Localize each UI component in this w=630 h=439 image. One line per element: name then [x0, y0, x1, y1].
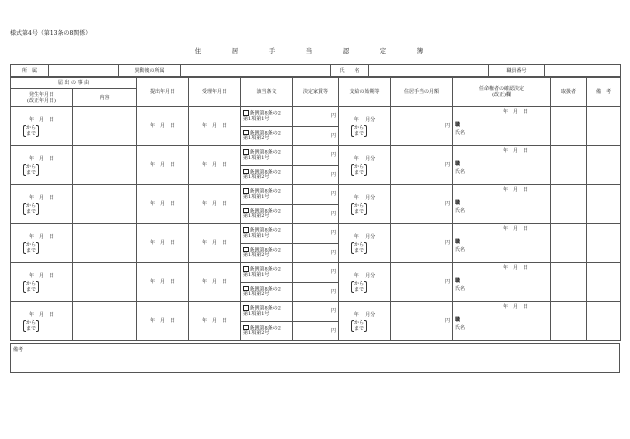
- staff-number-value[interactable]: [545, 65, 621, 77]
- acceptance-date-header: 受理年月日: [189, 78, 241, 107]
- article-checkbox[interactable]: [243, 149, 249, 155]
- confirmation-cell[interactable]: [453, 302, 551, 341]
- payment-start-cell[interactable]: [339, 224, 391, 263]
- entry-row: [11, 146, 621, 166]
- remarks-cell[interactable]: [587, 263, 621, 302]
- payment-start-cell[interactable]: [339, 146, 391, 185]
- rent-cell-1[interactable]: 円: [293, 146, 339, 166]
- until-label: まで: [354, 208, 365, 215]
- from-label: から: [26, 241, 37, 248]
- payment-month-value: 年 月分: [353, 194, 376, 201]
- name-label: 氏名: [455, 130, 466, 136]
- until-label: まで: [354, 325, 365, 332]
- article-option-2[interactable]: [241, 204, 293, 224]
- monthly-amount-cell[interactable]: 円: [391, 263, 453, 302]
- revision-date-label: (改正年月日): [27, 97, 56, 104]
- until-label: まで: [26, 325, 37, 332]
- article-checkbox[interactable]: [243, 266, 249, 272]
- position-label: 職: [455, 200, 461, 206]
- monthly-amount-cell[interactable]: 円: [391, 302, 453, 341]
- monthly-amount-cell[interactable]: 円: [391, 224, 453, 263]
- submission-date-header: 提出年月日: [137, 78, 189, 107]
- submission-date-cell[interactable]: 年 月 日: [137, 107, 189, 146]
- content-header: 内容: [73, 89, 137, 107]
- position-label: 職: [455, 239, 461, 245]
- name-label: 氏 名: [331, 65, 369, 77]
- confirmation-date: 年 月 日: [503, 226, 529, 232]
- monthly-amount-cell[interactable]: 円: [391, 146, 453, 185]
- remarks-cell[interactable]: [587, 146, 621, 185]
- occurrence-date-cell[interactable]: [11, 107, 73, 146]
- until-label: まで: [26, 208, 37, 215]
- occurrence-date-cell[interactable]: [11, 224, 73, 263]
- article-option-1[interactable]: [241, 224, 293, 244]
- monthly-amount-cell[interactable]: 円: [391, 185, 453, 224]
- submission-date-cell[interactable]: 年 月 日: [137, 146, 189, 185]
- from-label: から: [354, 319, 365, 326]
- article-option-1[interactable]: [241, 302, 293, 322]
- acceptance-date-cell[interactable]: 年 月 日: [189, 107, 241, 146]
- payment-month-value: 年 月分: [353, 233, 376, 240]
- payment-month-value: 年 月分: [353, 272, 376, 279]
- handler-cell[interactable]: [551, 263, 587, 302]
- rent-cell-2[interactable]: 円: [293, 243, 339, 263]
- remarks-header: 備 考: [587, 78, 621, 107]
- article-checkbox[interactable]: [243, 305, 249, 311]
- article-option-1[interactable]: [241, 146, 293, 166]
- until-label: まで: [26, 247, 37, 254]
- content-cell[interactable]: [73, 146, 137, 185]
- rent-cell-2[interactable]: 円: [293, 165, 339, 185]
- article-1-line2: 第1項第1号: [243, 115, 270, 122]
- acceptance-date-cell[interactable]: 年 月 日: [189, 185, 241, 224]
- occurrence-date-value: 年 月 日: [28, 155, 54, 162]
- rent-cell-1[interactable]: 円: [293, 263, 339, 283]
- acceptance-date-cell[interactable]: 年 月 日: [189, 224, 241, 263]
- name-label: 氏名: [455, 325, 466, 331]
- article-1-line1: 条例第8条の2: [249, 305, 281, 312]
- handler-header: 取扱者: [551, 78, 587, 107]
- remarks-cell[interactable]: [587, 302, 621, 341]
- article-1-line2: 第1項第1号: [243, 271, 270, 278]
- from-label: から: [26, 124, 37, 131]
- name-label: 氏名: [455, 286, 466, 292]
- article-option-1[interactable]: [241, 263, 293, 283]
- monthly-amount-cell[interactable]: 円: [391, 107, 453, 146]
- article-2-line1: 条例第8条の2: [249, 168, 281, 175]
- position-label: 職: [455, 122, 461, 128]
- until-label: まで: [354, 247, 365, 254]
- new-affiliation-label: 異動後の所属: [119, 65, 181, 77]
- submission-date-cell[interactable]: 年 月 日: [137, 263, 189, 302]
- until-label: まで: [26, 130, 37, 137]
- article-1-line2: 第1項第1号: [243, 232, 270, 239]
- period-range: [11, 320, 72, 332]
- rent-cell-2[interactable]: 円: [293, 282, 339, 302]
- occurrence-date-value: 年 月 日: [28, 272, 54, 279]
- occurrence-date-cell[interactable]: [11, 302, 73, 341]
- confirmation-cell[interactable]: [453, 107, 551, 146]
- from-label: から: [26, 202, 37, 209]
- submission-date-cell[interactable]: 年 月 日: [137, 185, 189, 224]
- confirmation-cell[interactable]: [453, 146, 551, 185]
- occurrence-date-value: 年 月 日: [28, 116, 54, 123]
- rent-header: 決定家賃等: [293, 78, 339, 107]
- position-label: 職: [455, 278, 461, 284]
- from-label: から: [26, 163, 37, 170]
- rent-cell-1[interactable]: 円: [293, 224, 339, 244]
- period-range: [11, 125, 72, 137]
- confirmation-date: 年 月 日: [503, 304, 529, 310]
- handler-cell[interactable]: [551, 185, 587, 224]
- article-1-line1: 条例第8条の2: [249, 110, 281, 117]
- payment-month-value: 年 月分: [353, 311, 376, 318]
- handler-cell[interactable]: [551, 146, 587, 185]
- article-2-line2: 第1項第2号: [243, 174, 270, 181]
- article-1-line2: 第1項第1号: [243, 310, 270, 317]
- from-label: から: [354, 202, 365, 209]
- occurrence-date-cell[interactable]: [11, 146, 73, 185]
- article-1-line2: 第1項第1号: [243, 154, 270, 161]
- allowance-table: [10, 77, 621, 341]
- from-label: から: [354, 241, 365, 248]
- content-cell[interactable]: [73, 263, 137, 302]
- document-title: 住 居 手 当 認 定 簿: [194, 47, 436, 55]
- article-option-1[interactable]: [241, 107, 293, 127]
- acceptance-date-cell[interactable]: 年 月 日: [189, 146, 241, 185]
- content-cell[interactable]: [73, 185, 137, 224]
- article-2-line1: 条例第8条の2: [249, 324, 281, 331]
- monthly-amount-header: 住居手当の月額: [391, 78, 453, 107]
- article-option-2[interactable]: [241, 126, 293, 146]
- acceptance-date-cell[interactable]: 年 月 日: [189, 263, 241, 302]
- entry-row: [11, 302, 621, 322]
- payment-month-value: 年 月分: [353, 116, 376, 123]
- article-1-line2: 第1項第1号: [243, 193, 270, 200]
- payment-month-value: 年 月分: [353, 155, 376, 162]
- remarks-cell[interactable]: [587, 107, 621, 146]
- rent-cell-2[interactable]: 円: [293, 204, 339, 224]
- entry-row: [11, 263, 621, 283]
- article-option-2[interactable]: [241, 243, 293, 263]
- name-label: 氏名: [455, 169, 466, 175]
- entry-row: [11, 224, 621, 244]
- payment-range: [339, 164, 390, 176]
- new-affiliation-value[interactable]: [181, 65, 331, 77]
- submission-date-cell[interactable]: 年 月 日: [137, 224, 189, 263]
- article-1-line1: 条例第8条の2: [249, 188, 281, 195]
- handler-cell[interactable]: [551, 107, 587, 146]
- until-label: まで: [354, 130, 365, 137]
- occurrence-date-header: [11, 89, 73, 107]
- article-2-line2: 第1項第2号: [243, 135, 270, 142]
- acceptance-date-cell[interactable]: 年 月 日: [189, 302, 241, 341]
- entry-row: [11, 185, 621, 205]
- occurrence-date-value: 年 月 日: [28, 311, 54, 318]
- handler-cell[interactable]: [551, 302, 587, 341]
- confirmation-cell[interactable]: [453, 263, 551, 302]
- article-checkbox[interactable]: [243, 110, 249, 116]
- payment-start-cell[interactable]: [339, 107, 391, 146]
- from-label: から: [26, 280, 37, 287]
- name-value[interactable]: [369, 65, 489, 77]
- payment-range: [339, 242, 390, 254]
- confirmation-cell[interactable]: [453, 224, 551, 263]
- period-range: [11, 281, 72, 293]
- payment-range: [339, 125, 390, 137]
- confirmation-header-sub: (改正)欄: [492, 92, 511, 98]
- confirmation-date: 年 月 日: [503, 148, 529, 154]
- article-2-line2: 第1項第2号: [243, 213, 270, 220]
- confirmation-cell[interactable]: [453, 185, 551, 224]
- confirmation-date: 年 月 日: [503, 109, 529, 115]
- footer-remarks-box[interactable]: [10, 343, 620, 373]
- article-1-line1: 条例第8条の2: [249, 227, 281, 234]
- reason-group-header: 届 出 の 事 由: [11, 78, 137, 89]
- until-label: まで: [354, 169, 365, 176]
- rent-cell-1[interactable]: 円: [293, 302, 339, 322]
- remarks-cell[interactable]: [587, 224, 621, 263]
- payment-start-cell[interactable]: [339, 185, 391, 224]
- affiliation-label: 所 属: [11, 65, 49, 77]
- remarks-cell[interactable]: [587, 185, 621, 224]
- rent-cell-2[interactable]: 円: [293, 321, 339, 341]
- name-label: 氏名: [455, 247, 466, 253]
- rent-cell-1[interactable]: 円: [293, 185, 339, 205]
- until-label: まで: [26, 286, 37, 293]
- position-label: 職: [455, 317, 461, 323]
- from-label: から: [354, 280, 365, 287]
- confirmation-header-title: 任命権者の確認決定: [479, 86, 525, 92]
- content-cell[interactable]: [73, 107, 137, 146]
- occurrence-date-label: 発生年月日: [28, 91, 54, 98]
- from-label: から: [354, 124, 365, 131]
- from-label: から: [354, 163, 365, 170]
- until-label: まで: [354, 286, 365, 293]
- period-range: [11, 242, 72, 254]
- payment-start-header: 支給の始期等: [339, 78, 391, 107]
- position-label: 職: [455, 161, 461, 167]
- occurrence-date-value: 年 月 日: [28, 194, 54, 201]
- staff-number-label: 職員番号: [489, 65, 545, 77]
- occurrence-date-value: 年 月 日: [28, 233, 54, 240]
- article-2-line2: 第1項第2号: [243, 252, 270, 259]
- payment-range: [339, 281, 390, 293]
- payment-range: [339, 320, 390, 332]
- article-2-line2: 第1項第2号: [243, 330, 270, 337]
- occurrence-date-cell[interactable]: [11, 263, 73, 302]
- article-2-line1: 条例第8条の2: [249, 246, 281, 253]
- period-range: [11, 203, 72, 215]
- article-1-line1: 条例第8条の2: [249, 266, 281, 273]
- period-range: [11, 164, 72, 176]
- article-option-2[interactable]: [241, 282, 293, 302]
- confirmation-date: 年 月 日: [503, 187, 529, 193]
- article-2-line1: 条例第8条の2: [249, 285, 281, 292]
- payment-start-cell[interactable]: [339, 263, 391, 302]
- header-info-table: [10, 64, 621, 77]
- rent-cell-2[interactable]: 円: [293, 126, 339, 146]
- from-label: から: [26, 319, 37, 326]
- article-header: 該当条文: [241, 78, 293, 107]
- article-checkbox[interactable]: [243, 227, 249, 233]
- payment-range: [339, 203, 390, 215]
- article-1-line1: 条例第8条の2: [249, 149, 281, 156]
- article-2-line1: 条例第8条の2: [249, 207, 281, 214]
- article-2-line1: 条例第8条の2: [249, 129, 281, 136]
- confirmation-header: [453, 78, 551, 107]
- content-cell[interactable]: [73, 224, 137, 263]
- submission-date-cell[interactable]: 年 月 日: [137, 302, 189, 341]
- form-number: 様式第4号（第13条の8関係）: [10, 30, 92, 37]
- name-label: 氏名: [455, 208, 466, 214]
- affiliation-value[interactable]: [49, 65, 119, 77]
- footer-remarks-label: 備考: [13, 347, 24, 353]
- entry-row: [11, 107, 621, 127]
- content-cell[interactable]: [73, 302, 137, 341]
- article-2-line2: 第1項第2号: [243, 291, 270, 298]
- article-checkbox[interactable]: [243, 188, 249, 194]
- article-option-2[interactable]: [241, 165, 293, 185]
- article-option-1[interactable]: [241, 185, 293, 205]
- rent-cell-1[interactable]: 円: [293, 107, 339, 127]
- confirmation-date: 年 月 日: [503, 265, 529, 271]
- handler-cell[interactable]: [551, 224, 587, 263]
- payment-start-cell[interactable]: [339, 302, 391, 341]
- until-label: まで: [26, 169, 37, 176]
- occurrence-date-cell[interactable]: [11, 185, 73, 224]
- article-option-2[interactable]: [241, 321, 293, 341]
